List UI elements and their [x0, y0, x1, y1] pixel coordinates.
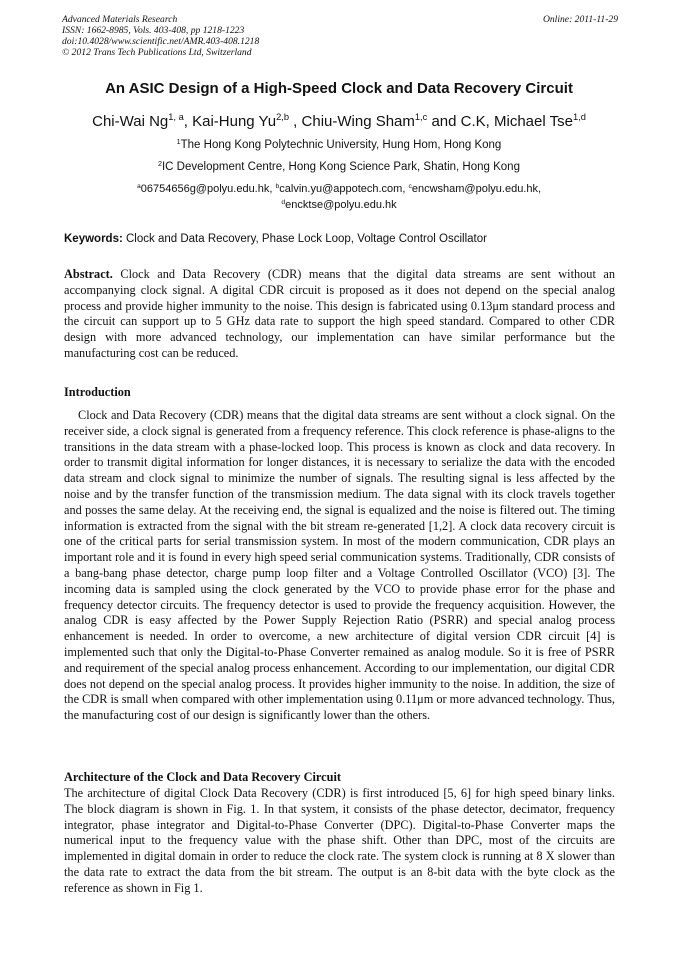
author-sup: 1,c: [414, 112, 428, 123]
email-list: [0, 182, 678, 214]
introduction-heading: Introduction: [64, 385, 131, 399]
email-address: 06754656g@polyu.edu.hk,: [140, 183, 276, 195]
email-sup: c: [408, 182, 412, 190]
abstract: [64, 267, 615, 362]
doi-line: doi:10.4028/www.scientific.net/AMR.403-408.1218: [62, 36, 260, 47]
journal-name: Advanced Materials Research: [62, 14, 178, 25]
email-address: encwsham@polyu.edu.hk,: [411, 183, 542, 195]
issn-line: ISSN: 1662-8985, Vols. 403-408, pp 1218-1223: [62, 25, 245, 36]
author-list: [0, 113, 678, 130]
abstract-label: Abstract.: [64, 267, 113, 281]
author-sup: 1,d: [572, 112, 586, 123]
abstract-text: Clock and Data Recovery (CDR) means that the digital data streams are sent without an accompanying clock signal. A digital CDR circuit is proposed as it does not depend on the special analog process and provide higher immunity to the noise. This design is fabricated using 0.13μm standard process and the circuit can support up to 5 GHz data rate to support the high speed standard. Compared to other CDR design with more advanced technology, our implementation can have similar performance but the manufacturing cost can be reduced.: [64, 267, 616, 360]
introduction-text: Clock and Data Recovery (CDR) means that the digital data streams are sent without a clock signal. On the receiver side, a clock signal is generated from a frequency reference. This clock reference is phase-aligns to the transitions in the data stream with a phase-locked loop. This process is known as clock and data recovery. In order to transmit digital information for longer distances, it is necessary to serialize the data with the encoded data stream and clock signal to minimize the number of signals. The resulting signal is less affected by the noise and by the transfer function of the transmission medium. The data signal with its clock travels together and posses the same delay. At the receiving end, the signal is equalized and the noise is filtered out. The timing information is extracted from the signal with the bit stream re-generated [1,2]. A clock data recovery circuit is one of the critical parts for serial transmission system. In most of the modern communication, CDR plays an important role and it is found in every high speed serial communication systems. Traditionally, CDR consists of a bang-bang phase detector, charge pump loop filter and a Voltage Controlled Oscillator (VCO) [3]. The incoming data is sampled using the clock generated by the VCO to provide phase error for the phase and frequency detector circuits. The frequency detector is used to provide the frequency acquisition. However, the analog CDR is easy affected by the Power Supply Rejection Ratio (PSRR) and special analog process enhancement is needed. In order to overcome, a new architecture of digital version CDR circuit [4] is implemented such that only the Digital-to-Phase Converter remained as analog module. So it is free of PSRR and requirement of the special analog process enhancement. According to our implementation, our digital CDR does not depend on the special analog process. It provides higher immunity to the noise. In addition, the size of the CDR is small when compared with other implementation using 0.11μm or more advanced technology. Thus, the manufacturing cost of our design is significantly lower than the others.: [64, 408, 615, 723]
affiliation-1: [0, 139, 678, 151]
journal-info: [62, 14, 618, 58]
keywords-label: Keywords:: [64, 233, 123, 245]
author-sup: 1, a: [168, 112, 184, 123]
email-line-2: [0, 198, 678, 214]
affiliation-text: IC Development Centre, Hong Kong Science Park, Shatin, Hong Kong: [161, 161, 520, 173]
affiliation-sup: 2: [158, 159, 162, 168]
email-address: calvin.yu@appotech.com,: [279, 183, 409, 195]
author-name: Chi-Wai Ng: [92, 113, 169, 130]
author-sup: 2,b: [276, 112, 289, 123]
architecture-text: The architecture of digital Clock Data Recovery (CDR) is first introduced [5, 6] for high speed binary links. The block diagram is shown in Fig. 1. In that system, it consists of the phase detector, decimator, frequency integrator, phase integrator and Digital-to-Phase Converter (DPC). Digital-to-Phase Converter maps the numerical input to the frequency value with the phase shift. Other than DPC, most of the circuits are implemented in digital domain in order to reduce the clock rate. The system clock is running at 8 X slower than the data rate to extract the data from the bit stream. The output is an 8-bit data with the byte clock as the reference as shown in Fig 1.: [64, 786, 615, 895]
paper-title: An ASIC Design of a High-Speed Clock and Data Recovery Circuit: [105, 80, 573, 97]
online-date: Online: 2011-11-29: [542, 14, 618, 25]
author-separator: and: [427, 113, 461, 130]
email-sup: a: [136, 182, 141, 190]
affiliation-text: The Hong Kong Polytechnic University, Hung Hom, Hong Kong: [180, 139, 502, 151]
email-address: encktse@polyu.edu.hk: [285, 199, 397, 211]
author-name: Chiu-Wing Sham: [301, 113, 415, 130]
email-sup: b: [275, 182, 280, 190]
affiliation-2: [0, 161, 678, 173]
author-separator: ,: [183, 113, 193, 130]
architecture-heading: Architecture of the Clock and Data Recovery Circuit: [64, 770, 341, 784]
journal-header: [62, 14, 618, 58]
email-sup: d: [281, 198, 286, 206]
email-line-1: [0, 182, 678, 198]
affiliation-sup: 1: [176, 137, 181, 146]
keywords: [64, 233, 624, 245]
author-name: Kai-Hung Yu: [192, 113, 277, 130]
keywords-text: Clock and Data Recovery, Phase Lock Loop, Voltage Control Oscillator: [126, 233, 487, 245]
author-separator: ,: [289, 113, 302, 130]
author-name: C.K, Michael Tse: [460, 113, 573, 130]
copyright-line: © 2012 Trans Tech Publications Ltd, Switzerland: [62, 47, 252, 58]
